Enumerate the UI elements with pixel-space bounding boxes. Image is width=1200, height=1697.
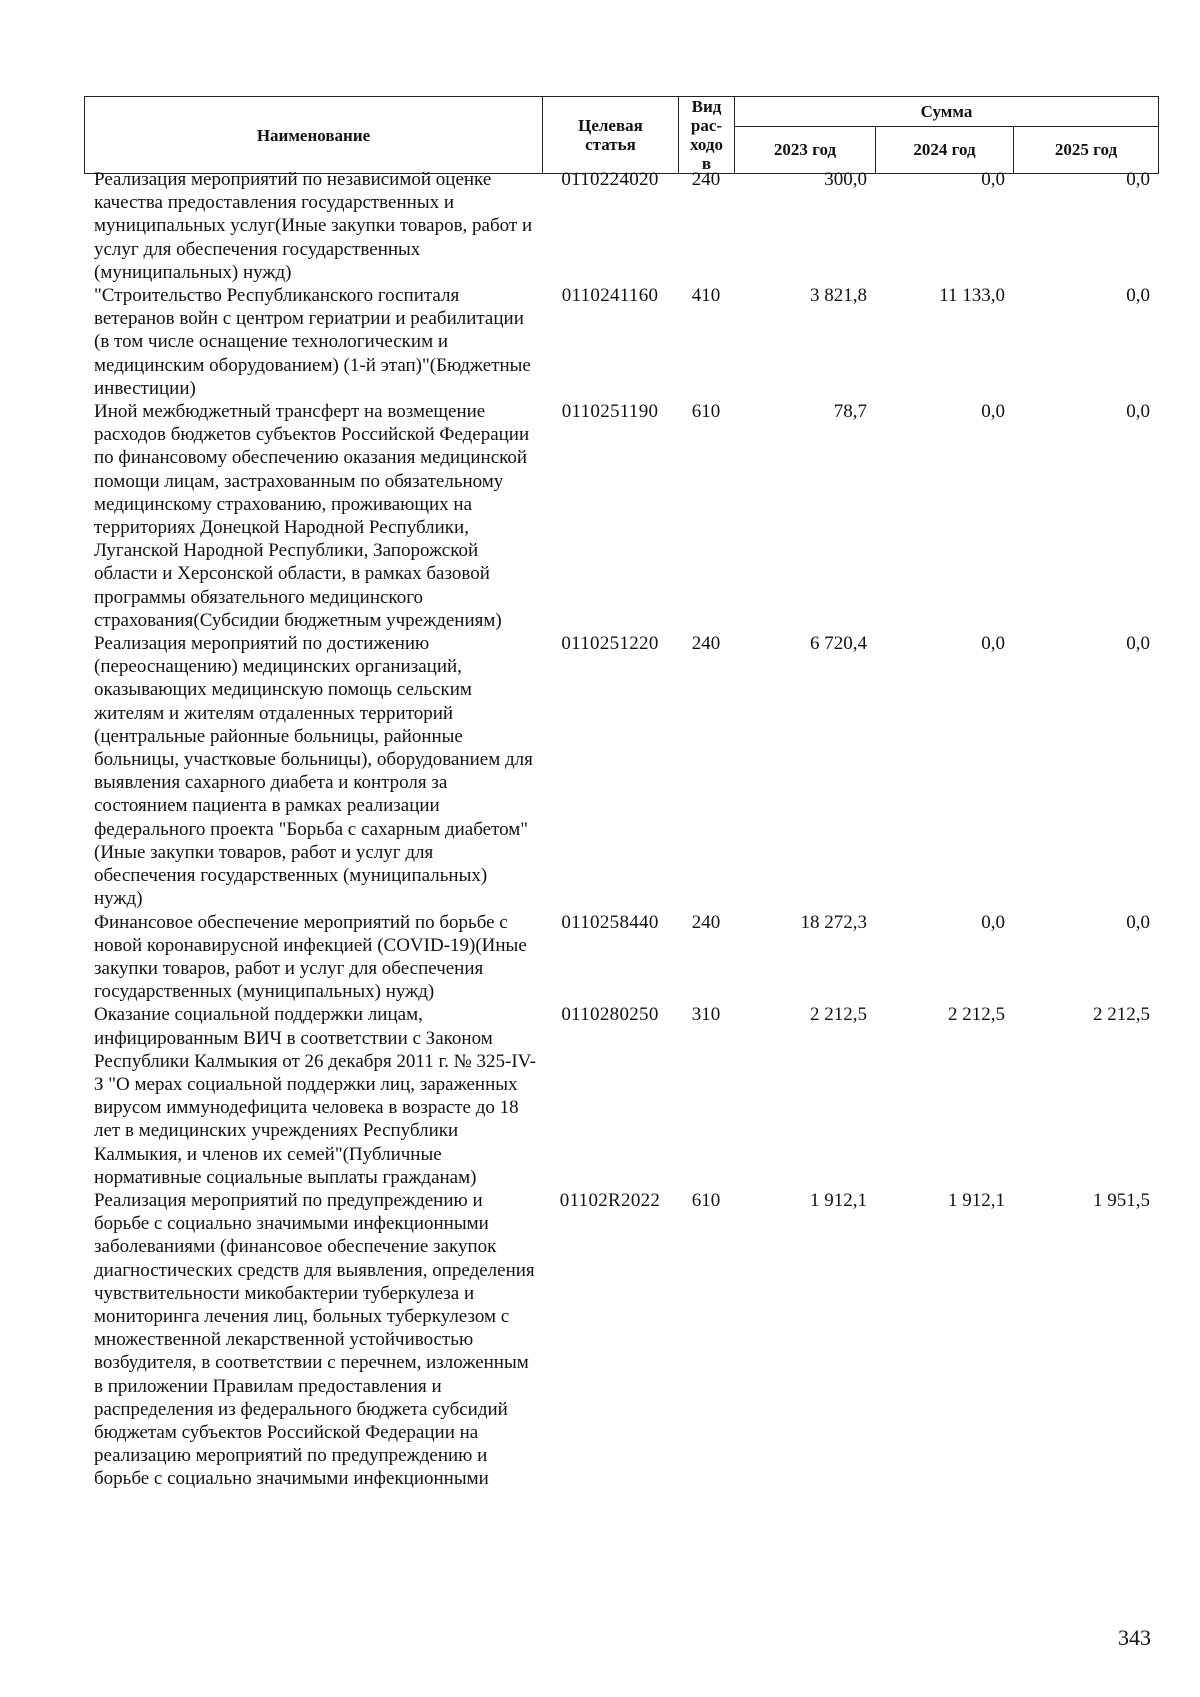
row-target-article: 0110224020 [561, 169, 659, 190]
row-name: Реализация мероприятий по достижению (переоснащению) медицинских организаций, оказывающих медицинскую помощь сельским жителям и жителям отдаленных территорий (центральные районные больницы, районные больницы, участковые больницы), оборудованием для выявления сахарного диабета и контроля за состоянием пациента в рамках реализации федерального проекта "Борьба с сахарным диабетом"(Иные закупки товаров, работ и услуг для обеспечения государственных (муниципальных) нужд) [94, 633, 533, 910]
row-name: Реализация мероприятий по независимой оценке качества предоставления государственных и муниципальных услуг(Иные закупки товаров, работ и услуг для обеспечения государственных (муниципальных) нужд) [94, 169, 533, 283]
row-sum-2025: 0,0 [1126, 285, 1150, 307]
row-name: Иной межбюджетный трансферт на возмещение расходов бюджетов субъектов Российской Федерации по финансовому обеспечению оказания медицинской помощи лицам, застрахованным по обязательному медицинскому страхованию, проживающих на территориях Донецкой Народной Республики, Луганской Народной Республики, Запорожской области и Херсонской области, в рамках базовой программы обязательного медицинского страхования(Субсидии бюджетным учреждениям) [94, 401, 530, 631]
row-sum-2025: 0,0 [1126, 911, 1150, 933]
row-target-article: 0110251220 [561, 633, 659, 655]
row-target-article: 01102R2022 [559, 1189, 661, 1211]
table-body [84, 168, 1158, 1491]
row-name: Финансовое обеспечение мероприятий по борьбе с новой коронавирусной инфекцией (COVID-19)(Иные закупки товаров, работ и услуг для обеспечения государственных (муниципальных) нужд) [94, 911, 527, 1003]
table-row [84, 632, 1158, 910]
row-sum-2023: 6 720,4 [810, 633, 867, 655]
row-sum-2025: 1 951,5 [1093, 1189, 1150, 1211]
row-target-article: 0110241160 [561, 285, 659, 307]
header-name: Наименование [85, 97, 543, 174]
table-row [84, 284, 1158, 400]
row-expense-type: 240 [691, 911, 721, 933]
row-name: "Строительство Республиканского госпиталя ветеранов войн с центром гериатрии и реабилитации (в том числе оснащение технологическим и медицинским оборудованием) (1-й этап)"(Бюджетные инвестиции) [94, 285, 531, 399]
row-expense-type: 610 [691, 1189, 721, 1211]
table-row [84, 1189, 1158, 1491]
row-sum-2023: 1 912,1 [810, 1189, 867, 1211]
row-sum-2025: 0,0 [1126, 633, 1150, 655]
table-header [84, 96, 1159, 174]
row-sum-2024: 0,0 [981, 633, 1005, 655]
row-expense-type: 610 [691, 401, 721, 423]
row-sum-2023: 18 272,3 [800, 911, 867, 933]
row-sum-2024: 0,0 [981, 169, 1005, 190]
row-sum-2024: 0,0 [981, 911, 1005, 933]
table-row [84, 911, 1158, 1004]
row-sum-2024: 1 912,1 [948, 1189, 1005, 1211]
header-year-2025: 2025 год [1014, 126, 1159, 173]
header-target-article: Целевая статья [543, 97, 679, 174]
row-target-article: 0110280250 [561, 1004, 659, 1026]
row-expense-type: 410 [691, 285, 721, 307]
row-sum-2025: 2 212,5 [1093, 1004, 1150, 1026]
row-sum-2024: 0,0 [981, 401, 1005, 423]
row-name: Оказание социальной поддержки лицам, инфицированным ВИЧ в соответствии с Законом Республики Калмыкия от 26 декабря 2011 г. № 325-IV-З "О мерах социальной поддержки лиц, зараженных вирусом иммунодефицита человека в возрасте до 18 лет в медицинских учреждениях Республики Калмыкия, и членов их семей"(Публичные нормативные социальные выплаты гражданам) [94, 1004, 536, 1188]
row-target-article: 0110251190 [561, 401, 659, 423]
row-name: Реализация мероприятий по предупреждению и борьбе с социально значимыми инфекционными заболеваниями (финансовое обеспечение закупок диагностических средств для выявления, определения чувствительности микобактерии туберкулеза и мониторинга лечения лиц, больных туберкулезом с множественной лекарственной устойчивостью возбудителя, в соответствии с перечнем, изложенным в приложении Правилам предоставления и распределения из федерального бюджета субсидий бюджетам субъектов Российской Федерации на реализацию мероприятий по предупреждению и борьбе с социально значимыми инфекционными [94, 1189, 535, 1490]
header-expense-type: Вид рас-ходов [679, 97, 735, 174]
row-sum-2025: 0,0 [1126, 401, 1150, 423]
row-sum-2023: 78,7 [833, 401, 867, 423]
header-year-2023: 2023 год [735, 126, 876, 173]
row-sum-2023: 300,0 [824, 169, 867, 190]
row-sum-2024: 11 133,0 [939, 285, 1005, 307]
row-sum-2023: 2 212,5 [810, 1004, 867, 1026]
header-sum: Сумма [735, 97, 1159, 127]
row-expense-type: 240 [691, 633, 721, 655]
table-row [84, 400, 1158, 632]
row-expense-type: 310 [691, 1004, 721, 1026]
page-number: 343 [1118, 1625, 1151, 1650]
row-expense-type: 240 [691, 169, 721, 190]
row-target-article: 0110258440 [561, 911, 659, 933]
header-year-2024: 2024 год [876, 126, 1014, 173]
row-sum-2025: 0,0 [1126, 169, 1150, 190]
table-row [84, 1003, 1158, 1189]
row-sum-2023: 3 821,8 [810, 285, 867, 307]
row-sum-2024: 2 212,5 [948, 1004, 1005, 1026]
table-row [84, 168, 1158, 284]
